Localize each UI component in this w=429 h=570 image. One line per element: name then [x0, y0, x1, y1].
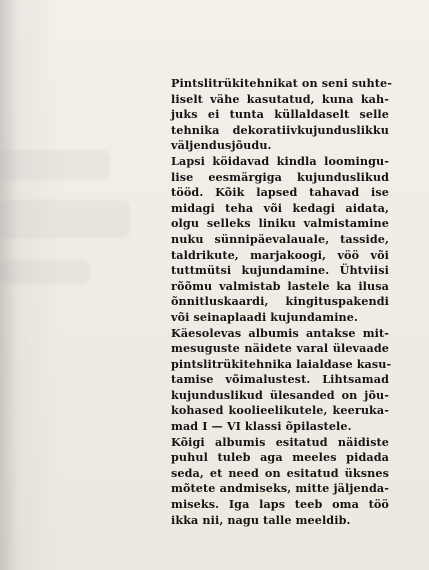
text-line: Lapsi köidavad kindla loomingu- [171, 153, 389, 168]
text-line: midagi teha või kedagi aidata, [171, 200, 389, 215]
spine-shadow [0, 0, 18, 570]
text-line: lise eesmärgiga kujunduslikud [171, 169, 389, 184]
text-line: Pintslitrükitehnikat on seni suhte- [171, 76, 393, 90]
text-line: miseks. Iga laps teeb oma töö [171, 497, 389, 512]
text-line: ikka nii, nagu talle meeldib. [171, 512, 351, 527]
text-line: väljendusjõudu. [171, 138, 272, 153]
text-line: puhul tuleb aga meeles pidada [171, 450, 389, 465]
text-line: mesuguste näidete varal ülevaade [171, 341, 389, 356]
text-line: Käesolevas albumis antakse mit- [171, 325, 389, 340]
text-line: mad I — VI klassi õpilastele. [171, 419, 352, 434]
text-line: tamise võimalustest. Lihtsamad [171, 372, 389, 387]
text-line: taldrikute, marjakoogi, vöö või [171, 247, 389, 262]
text-line: olgu selleks liniku valmistamine [171, 216, 389, 231]
text-line: tehnika dekoratiivkujunduslikku [171, 122, 389, 137]
text-line: tööd. Kõik lapsed tahavad ise [171, 185, 389, 200]
text-line: Kõigi albumis esitatud näidiste [171, 434, 389, 449]
text-line: või seinaplaadi kujundamine. [171, 309, 359, 324]
text-line: kujunduslikud ülesanded on jõu- [171, 387, 389, 402]
text-line: juks ei tunta küllaldaselt selle [171, 107, 389, 122]
show-through-mark [0, 150, 110, 180]
text-line: seda, et need on esitatud üksnes [171, 465, 389, 480]
text-line: liselt vähe kasutatud, kuna kah- [171, 91, 389, 106]
text-line: tuttmütsi kujundamine. Ühtviisi [171, 263, 389, 278]
show-through-mark [0, 260, 90, 284]
show-through-mark [0, 200, 130, 238]
text-line: õnnitluskaardi, kingituspakendi [171, 294, 389, 309]
text-line: mõtete andmiseks, mitte jäljenda- [171, 481, 389, 496]
text-line: rõõmu valmistab lastele ka ilusa [171, 278, 389, 293]
body-text [171, 76, 393, 528]
text-line: pintslitrükitehnika laialdase kasu- [171, 356, 392, 371]
text-line: nuku sünnipäevalauale, tasside, [171, 231, 389, 246]
text-line: kohased koolieelikutele, keeruka- [171, 403, 389, 418]
